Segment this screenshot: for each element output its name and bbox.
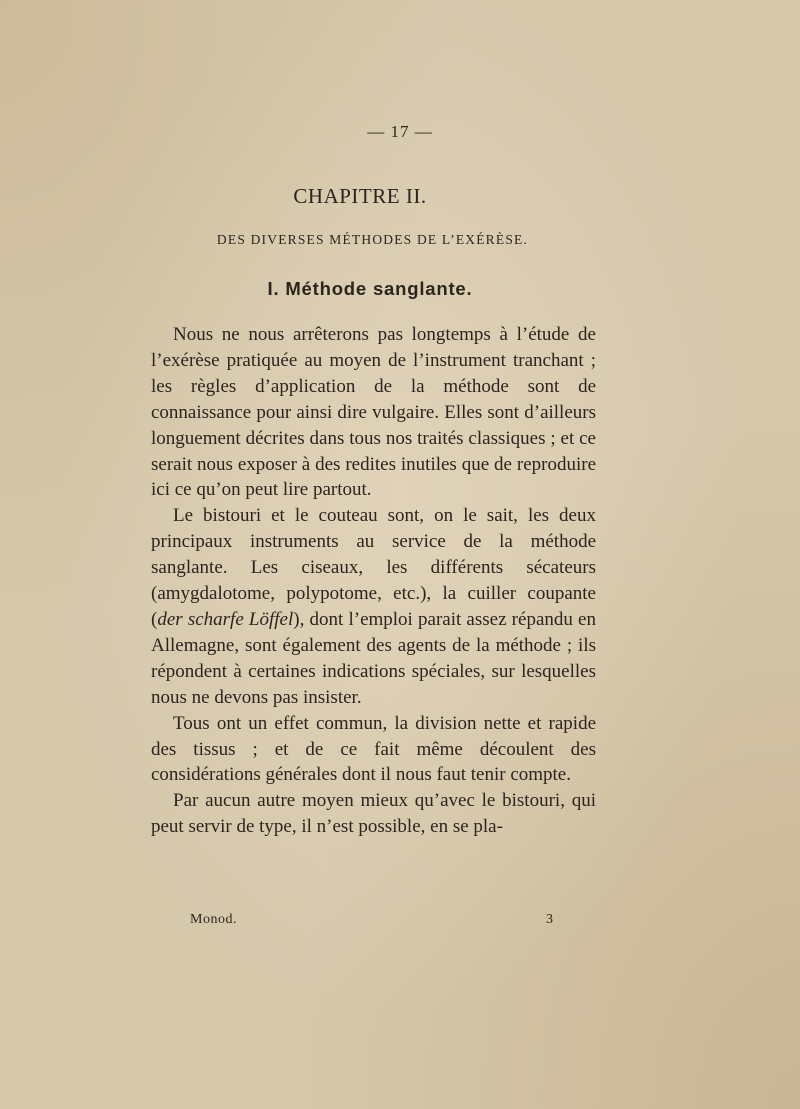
paragraph-2 bbox=[151, 503, 596, 710]
paragraph-2-italic: der scharfe Löffel bbox=[157, 608, 294, 630]
paragraph-3: Tous ont un effet commun, la division nette et rapide des tissus ; et de ce fait même découlent des considérations générales dont il nous faut tenir compte. bbox=[151, 712, 596, 786]
paragraph-1: Nous ne nous arrêterons pas longtemps à l’étude de l’exérèse pratiquée au moyen de l’instrument tranchant ; les règles d’application de la méthode sont de connaissance pour ainsi dire vulgaire. Elles sont d’ailleurs longuement décrites dans tous nos traités classiques ; et ce serait nous exposer à des redites inutiles que de reproduire ici ce qu’on peut lire partout. bbox=[151, 324, 596, 501]
page-number: — 17 — bbox=[367, 122, 433, 141]
signature-number: 3 bbox=[546, 912, 553, 927]
paragraph-2-part-1: Le bistouri et le couteau sont, on le sait, les deux principaux instruments au service de la méthode sanglante. Les ciseaux, les différents sécateurs (amygdalotome, polypotome, etc.), la cuiller coupante ( bbox=[151, 505, 596, 630]
paragraph-2-part-2: ), dont l’emploi parait assez répandu en Allemagne, sont également des agents de la méthode ; ils répondent à certaines indications spéciales, sur lesquelles nous ne devons pas insister. bbox=[151, 608, 596, 708]
signature-author: Monod. bbox=[190, 912, 237, 927]
paragraph-4: Par aucun autre moyen mieux qu’avec le bistouri, qui peut servir de type, il n’est possible, en se pla- bbox=[151, 790, 596, 838]
chapter-subtitle: DES DIVERSES MÉTHODES DE L’EXÉRÈSE. bbox=[216, 232, 529, 247]
chapter-title: CHAPITRE II. bbox=[293, 184, 427, 208]
body-text bbox=[151, 322, 596, 840]
section-title: I. Méthode sanglante. bbox=[267, 278, 473, 299]
